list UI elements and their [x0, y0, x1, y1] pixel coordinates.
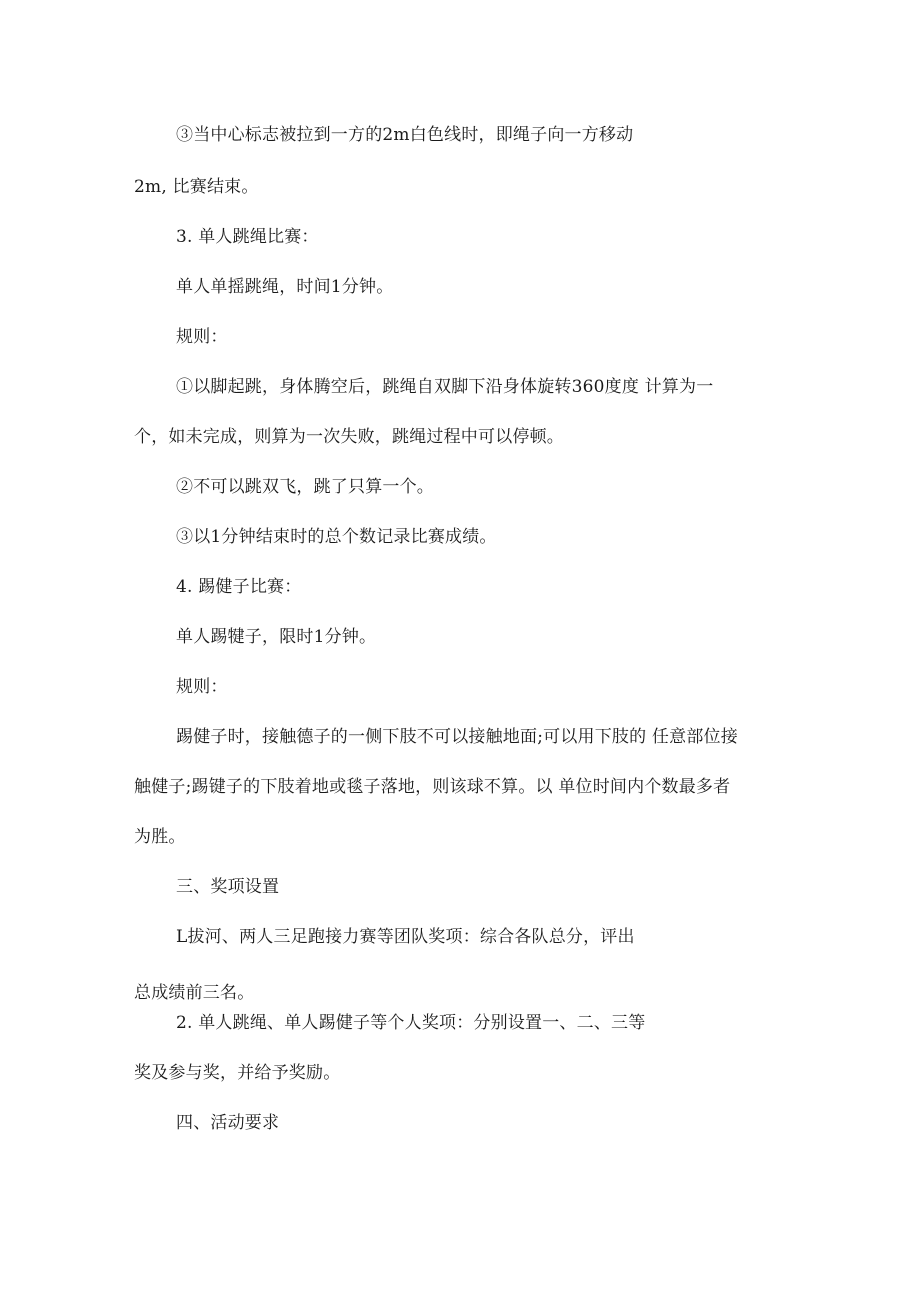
paragraph-line: 触健子;踢键子的下肢着地或毯子落地，则该球不算。以 单位时间内个数最多者 — [134, 777, 731, 797]
rule-item-line: ②不可以跳双飞，跳了只算一个。 — [176, 477, 434, 497]
section-heading-requirements: 四、活动要求 — [176, 1113, 280, 1133]
section-heading-jump-rope: 3. 单人跳绳比赛： — [176, 227, 319, 247]
rule-item-line: ①以脚起跳，身体腾空后，跳绳自双脚下沿身体旋转360度度 计算为一 — [176, 377, 714, 397]
rule-item-line: ③以1分钟结束时的总个数记录比赛成绩。 — [176, 527, 497, 547]
rule-item-continuation: 2m, 比赛结束。 — [134, 177, 259, 197]
paragraph-line: 踢健子时，接触德子的一侧下肢不可以接触地面;可以用下肢的 任意部位接 — [176, 727, 738, 747]
rule-item-line: ③当中心标志被拉到一方的2m白色线时，即绳子向一方移动 — [176, 125, 634, 145]
paragraph-line: 2. 单人跳绳、单人踢健子等个人奖项：分别设置一、二、三等 — [176, 1013, 646, 1033]
paragraph-line: 总成绩前三名。 — [134, 983, 255, 1003]
paragraph-line: L拔河、两人三足跑接力赛等团队奖项：综合各队总分，评出 — [176, 927, 635, 947]
event-description: 单人踢犍子，限时1分钟。 — [176, 627, 377, 647]
paragraph-line: 为胜。 — [134, 827, 186, 847]
event-description: 单人单摇跳绳，时间1分钟。 — [176, 277, 394, 297]
paragraph-line: 奖及参与奖，并给予奖励。 — [134, 1063, 341, 1083]
section-heading-awards: 三、奖项设置 — [176, 877, 280, 897]
section-heading-shuttlecock: 4. 踢健子比赛： — [176, 577, 302, 597]
rule-item-continuation: 个，如未完成，则算为一次失败，跳绳过程中可以停顿。 — [134, 427, 564, 447]
rules-label: 规则： — [176, 327, 228, 347]
rules-label: 规则： — [176, 677, 228, 697]
